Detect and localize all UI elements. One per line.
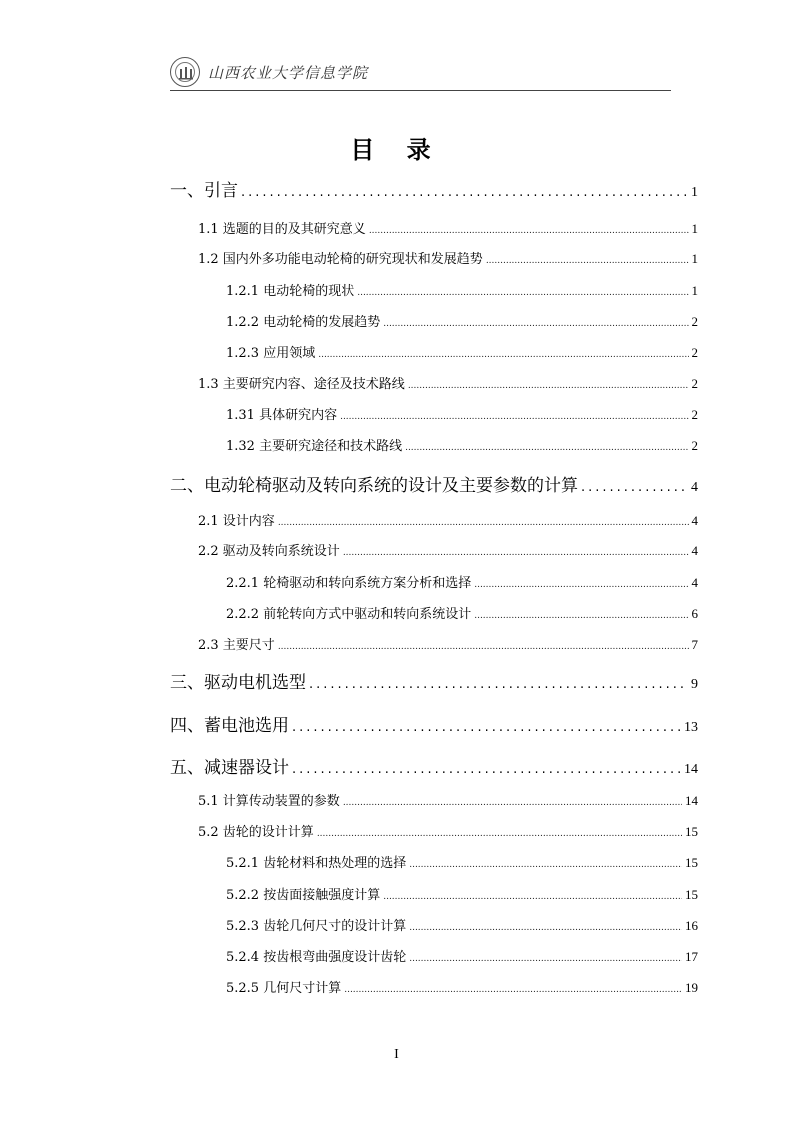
dot-leader bbox=[408, 381, 689, 391]
toc-entry-label: 一、引言 bbox=[170, 181, 238, 201]
toc-entry-page: 4 bbox=[691, 575, 698, 590]
toc-entry-label: 1.31 具体研究内容 bbox=[226, 408, 338, 423]
toc-entry-label: 1.2.2 电动轮椅的发展趋势 bbox=[226, 315, 381, 330]
toc-entry-page: 14 bbox=[684, 762, 698, 777]
toc-entry-page: 1 bbox=[691, 283, 698, 298]
dot-leader bbox=[292, 762, 681, 777]
toc-entry-page: 13 bbox=[684, 720, 698, 735]
toc-entry-label: 五、减速器设计 bbox=[170, 758, 289, 778]
toc-entry-page: 9 bbox=[691, 677, 698, 692]
toc-entry-page: 14 bbox=[685, 793, 698, 808]
toc-entry-page: 1 bbox=[691, 221, 698, 236]
dot-leader bbox=[343, 798, 682, 808]
toc-entry-page: 1 bbox=[691, 251, 698, 266]
dot-leader bbox=[278, 518, 689, 528]
dot-leader bbox=[340, 412, 688, 422]
toc-entry-page: 4 bbox=[691, 513, 698, 528]
dot-leader bbox=[317, 829, 682, 839]
toc-entry[interactable] bbox=[170, 311, 698, 330]
toc-entry-label: 四、蓄电池选用 bbox=[170, 716, 289, 736]
toc-entry-page: 1 bbox=[691, 185, 698, 200]
toc-entry-label: 5.2.5 几何尺寸计算 bbox=[226, 981, 342, 996]
school-name: 山西农业大学信息学院 bbox=[208, 63, 369, 82]
page-number: I bbox=[394, 1047, 399, 1062]
toc-entry[interactable] bbox=[170, 373, 698, 392]
toc-entry-page: 15 bbox=[685, 824, 698, 839]
toc-entry-label: 1.3 主要研究内容、途径及技术路线 bbox=[198, 377, 405, 392]
dot-leader bbox=[292, 720, 681, 735]
toc-entry-label: 2.3 主要尺寸 bbox=[198, 638, 275, 653]
toc-entry-label: 2.2 驱动及转向系统设计 bbox=[198, 544, 340, 559]
toc-entry-label: 三、驱动电机选型 bbox=[170, 673, 306, 693]
dot-leader bbox=[318, 350, 688, 360]
toc-entry[interactable] bbox=[170, 821, 698, 840]
header-divider bbox=[170, 90, 671, 91]
toc-entry[interactable] bbox=[170, 342, 698, 361]
dot-leader bbox=[474, 611, 688, 621]
toc-entry-label: 2.2.2 前轮转向方式中驱动和转向系统设计 bbox=[226, 607, 472, 622]
toc-entry[interactable] bbox=[170, 790, 698, 809]
toc-entry-page: 19 bbox=[685, 980, 698, 995]
dot-leader bbox=[357, 288, 688, 298]
toc-entry-label: 1.1 选题的目的及其研究意义 bbox=[198, 222, 366, 237]
dot-leader bbox=[241, 185, 688, 200]
dot-leader bbox=[409, 954, 682, 964]
toc-entry[interactable] bbox=[170, 634, 698, 653]
toc-entry[interactable] bbox=[170, 280, 698, 299]
toc-entry[interactable] bbox=[170, 977, 698, 996]
toc-entry-page: 4 bbox=[691, 480, 698, 495]
toc-entry-label: 1.2.3 应用领域 bbox=[226, 346, 316, 361]
dot-leader bbox=[383, 892, 682, 902]
dot-leader bbox=[409, 923, 682, 933]
dot-leader bbox=[309, 677, 688, 692]
toc-entry-label: 1.2 国内外多功能电动轮椅的研究现状和发展趋势 bbox=[198, 252, 483, 267]
toc-entry[interactable] bbox=[170, 435, 698, 454]
toc-entry-label: 1.2.1 电动轮椅的现状 bbox=[226, 284, 355, 299]
toc-entry[interactable] bbox=[170, 510, 698, 529]
toc-entry-page: 4 bbox=[691, 543, 698, 558]
page-header bbox=[170, 55, 630, 89]
toc-entry[interactable] bbox=[170, 852, 698, 871]
toc-entry[interactable] bbox=[170, 176, 698, 201]
toc-entry-page: 15 bbox=[685, 887, 698, 902]
toc-entry-page: 2 bbox=[691, 314, 698, 329]
toc-entry-page: 2 bbox=[691, 407, 698, 422]
toc-entry[interactable] bbox=[170, 884, 698, 903]
toc-entry-page: 16 bbox=[685, 918, 698, 933]
toc-entry-label: 5.2.4 按齿根弯曲强度设计齿轮 bbox=[226, 950, 407, 965]
toc-entry[interactable] bbox=[170, 572, 698, 591]
toc-entry[interactable] bbox=[170, 540, 698, 559]
toc-entry[interactable] bbox=[170, 946, 698, 965]
toc-entry-label: 2.2.1 轮椅驱动和转向系统方案分析和选择 bbox=[226, 576, 472, 591]
dot-leader bbox=[369, 226, 689, 236]
dot-leader bbox=[343, 548, 689, 558]
toc-entry-page: 6 bbox=[691, 606, 698, 621]
dot-leader bbox=[486, 256, 689, 266]
toc-entry-label: 5.2.1 齿轮材料和热处理的选择 bbox=[226, 856, 407, 871]
dot-leader bbox=[383, 319, 688, 329]
dot-leader bbox=[278, 642, 689, 652]
toc-entry[interactable] bbox=[170, 753, 698, 778]
dot-leader bbox=[405, 443, 688, 453]
toc-entry-label: 5.2.3 齿轮几何尺寸的设计计算 bbox=[226, 919, 407, 934]
toc-entry-label: 1.32 主要研究途径和技术路线 bbox=[226, 439, 403, 454]
dot-leader bbox=[409, 860, 682, 870]
toc-entry[interactable] bbox=[170, 603, 698, 622]
toc-entry[interactable] bbox=[170, 471, 698, 496]
university-seal-icon bbox=[170, 57, 200, 87]
toc-entry-page: 2 bbox=[691, 376, 698, 391]
dot-leader bbox=[474, 580, 688, 590]
toc-entry[interactable] bbox=[170, 711, 698, 736]
toc-entry-page: 2 bbox=[691, 438, 698, 453]
toc-entry-label: 5.1 计算传动装置的参数 bbox=[198, 794, 340, 809]
toc-entry[interactable] bbox=[170, 668, 698, 693]
toc-entry-page: 2 bbox=[691, 345, 698, 360]
toc-entry-label: 5.2.2 按齿面接触强度计算 bbox=[226, 888, 381, 903]
toc-title: 目 录 bbox=[350, 136, 443, 164]
dot-leader bbox=[344, 985, 682, 995]
toc-entry-label: 二、电动轮椅驱动及转向系统的设计及主要参数的计算 bbox=[170, 476, 578, 496]
toc-entry-label: 5.2 齿轮的设计计算 bbox=[198, 825, 314, 840]
toc-entry[interactable] bbox=[170, 404, 698, 423]
toc-entry-page: 17 bbox=[685, 949, 698, 964]
toc-entry-label: 2.1 设计内容 bbox=[198, 514, 275, 529]
toc-entry[interactable] bbox=[170, 915, 698, 934]
toc-entry-page: 15 bbox=[685, 855, 698, 870]
toc-entry[interactable] bbox=[170, 248, 698, 267]
dot-leader bbox=[581, 480, 688, 495]
toc-entry[interactable] bbox=[170, 218, 698, 237]
toc-entry-page: 7 bbox=[691, 637, 698, 652]
